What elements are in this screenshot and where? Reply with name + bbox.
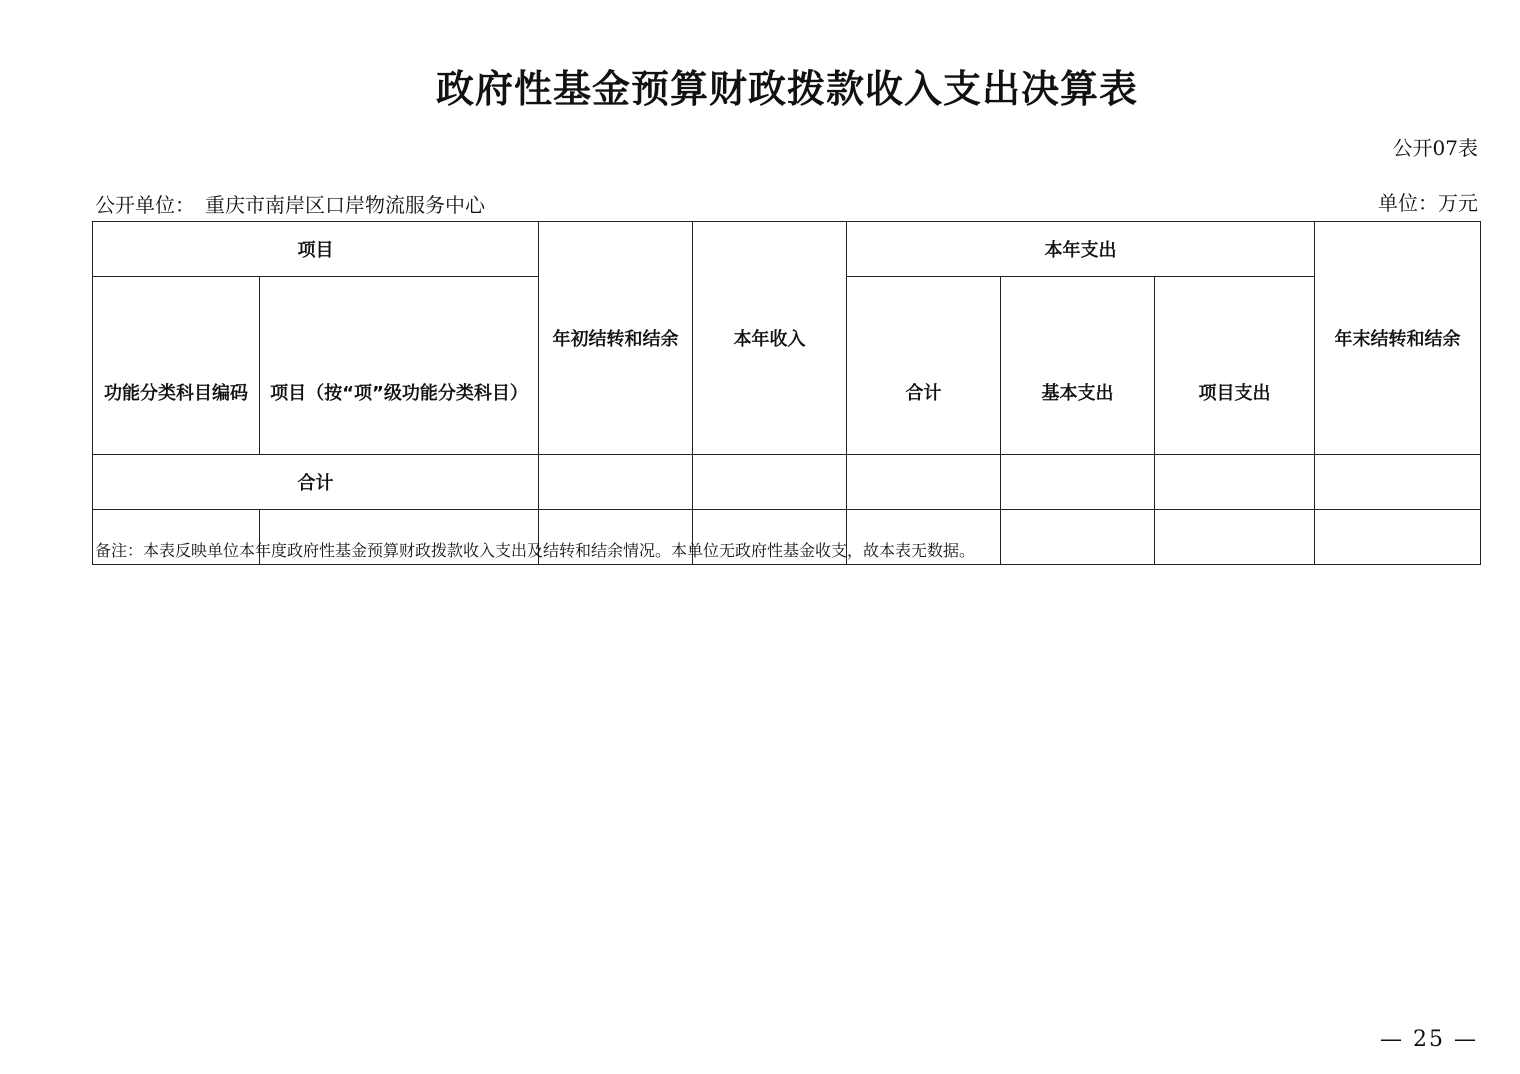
- unit-label: 单位：万元: [1378, 191, 1478, 215]
- header-expense-total: 合计: [847, 277, 1001, 455]
- form-number: 公开07表: [1392, 136, 1478, 160]
- cell-begin-balance: [539, 455, 693, 510]
- org-line: [95, 189, 485, 218]
- total-row-label: 合计: [93, 455, 539, 510]
- header-func-code: 功能分类科目编码: [93, 277, 260, 455]
- page-number: — 25 —: [1380, 1027, 1478, 1052]
- document-title: 政府性基金预算财政拨款收入支出决算表: [435, 66, 1138, 111]
- cell-expense-basic: [1001, 510, 1155, 565]
- header-begin-balance: 年初结转和结余: [539, 222, 693, 455]
- header-income: 本年收入: [693, 222, 847, 455]
- header-expense-basic: 基本支出: [1001, 277, 1155, 455]
- cell-expense-total: [847, 455, 1001, 510]
- header-expense-project: 项目支出: [1155, 277, 1315, 455]
- header-expense: 本年支出: [847, 222, 1315, 277]
- cell-end-balance: [1315, 510, 1481, 565]
- header-project: 项目: [93, 222, 539, 277]
- table-row-total: [93, 455, 1481, 510]
- cell-expense-project: [1155, 510, 1315, 565]
- cell-income: [693, 455, 847, 510]
- cell-expense-project: [1155, 455, 1315, 510]
- table-note: 备注：本表反映单位本年度政府性基金预算财政拨款收入支出及结转和结余情况。本单位无政府性基金收支，故本表无数据。: [95, 541, 976, 560]
- org-label: 公开单位：: [95, 193, 195, 217]
- org-name: 重庆市南岸区口岸物流服务中心: [205, 193, 485, 217]
- cell-end-balance: [1315, 455, 1481, 510]
- header-end-balance: 年末结转和结余: [1315, 222, 1481, 455]
- header-project-detail: 项目（按“项”级功能分类科目）: [260, 277, 539, 455]
- fund-budget-table: [92, 221, 1481, 565]
- cell-expense-basic: [1001, 455, 1155, 510]
